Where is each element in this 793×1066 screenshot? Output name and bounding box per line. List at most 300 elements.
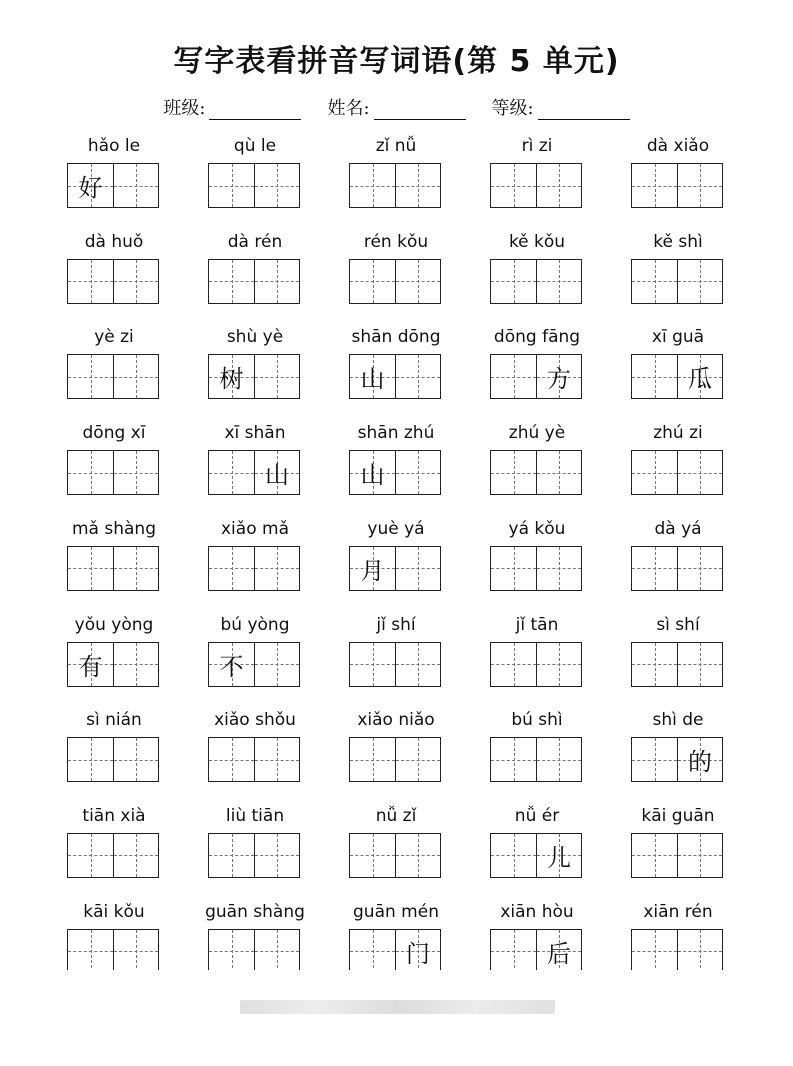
word-cell (618, 706, 738, 802)
tianzige-pair (208, 259, 300, 304)
word-cell (195, 706, 315, 802)
pinyin-label: zǐ nǚ (375, 136, 417, 156)
word-row (0, 706, 793, 802)
word-cell (195, 323, 315, 419)
hint-character (68, 738, 113, 781)
writing-box-second[interactable] (536, 834, 581, 877)
writing-box-second[interactable] (395, 930, 440, 970)
pinyin-label: xiān hòu (500, 901, 574, 922)
writing-box-first[interactable] (209, 547, 254, 590)
tianzige-pair (67, 833, 159, 878)
pinyin-label: xī shān (224, 423, 286, 444)
tianzige-pair (349, 259, 441, 304)
writing-box-second[interactable] (536, 547, 581, 590)
word-row (0, 419, 793, 515)
tianzige-pair (631, 259, 723, 304)
word-cell (54, 611, 174, 707)
writing-box-first[interactable] (68, 643, 113, 686)
pinyin-label: mǎ shàng (72, 518, 156, 539)
tianzige-pair (490, 642, 582, 687)
word-cell (477, 515, 597, 611)
writing-box-second[interactable] (113, 834, 158, 877)
hint-character (632, 260, 677, 303)
word-cell (54, 706, 174, 802)
hint-character: 的 (688, 748, 712, 777)
word-cell (336, 611, 456, 707)
word-cell (477, 802, 597, 898)
writing-box-second[interactable] (395, 547, 440, 590)
pinyin-label: zhú zi (653, 423, 703, 444)
tianzige-pair (208, 354, 300, 399)
word-cell (195, 515, 315, 611)
writing-box-first[interactable] (491, 164, 536, 207)
writing-box-second[interactable] (395, 164, 440, 207)
hint-character (350, 738, 395, 781)
writing-box-second[interactable] (536, 643, 581, 686)
hint-character (209, 164, 254, 207)
pinyin-label: rì zi (521, 136, 553, 156)
word-cell (618, 419, 738, 515)
writing-box-second[interactable] (395, 738, 440, 781)
tianzige-pair (67, 450, 159, 495)
writing-box-first[interactable] (491, 643, 536, 686)
hint-character (68, 451, 113, 494)
tianzige-pair (67, 737, 159, 782)
writing-box-first[interactable] (209, 643, 254, 686)
hint-character (632, 834, 677, 877)
writing-box-first[interactable] (209, 451, 254, 494)
pinyin-label: guān shàng (205, 901, 305, 922)
hint-character (491, 834, 536, 877)
word-row (0, 132, 793, 228)
writing-box-second[interactable] (395, 355, 440, 398)
writing-box-second[interactable] (536, 355, 581, 398)
word-cell (618, 802, 738, 898)
pinyin-label: hǎo le (87, 136, 141, 156)
writing-box-second[interactable] (254, 164, 299, 207)
writing-box-first[interactable] (350, 547, 395, 590)
tianzige-pair (490, 833, 582, 878)
writing-box-first[interactable] (491, 834, 536, 877)
writing-box-second[interactable] (536, 260, 581, 303)
writing-box-second[interactable] (536, 451, 581, 494)
writing-box-second[interactable] (677, 834, 722, 877)
pinyin-label: xiǎo shǒu (214, 710, 296, 731)
hint-character (396, 260, 440, 303)
writing-box-first[interactable] (350, 451, 395, 494)
word-cell (477, 419, 597, 515)
hint-character (114, 930, 158, 970)
tianzige-pair (67, 642, 159, 687)
hint-character (255, 738, 299, 781)
word-cell (54, 228, 174, 324)
writing-box-second[interactable] (254, 355, 299, 398)
tianzige-pair (208, 737, 300, 782)
writing-box-first[interactable] (491, 260, 536, 303)
writing-box-first[interactable] (350, 930, 395, 970)
writing-box-first[interactable] (632, 355, 677, 398)
pinyin-label: nǚ zǐ (375, 805, 417, 826)
writing-box-first[interactable] (632, 547, 677, 590)
writing-box-first[interactable] (209, 738, 254, 781)
hint-character (350, 930, 395, 970)
hint-character: 门 (406, 939, 430, 968)
writing-box-first[interactable] (350, 164, 395, 207)
hint-character: 好 (78, 174, 103, 202)
writing-box-first[interactable] (68, 547, 113, 590)
writing-box-second[interactable] (254, 260, 299, 303)
word-cell (54, 515, 174, 611)
writing-box-second[interactable] (395, 643, 440, 686)
writing-box-first[interactable] (350, 834, 395, 877)
writing-box-first[interactable] (632, 738, 677, 781)
tianzige-pair (490, 259, 582, 304)
tianzige-pair (631, 642, 723, 687)
writing-box-first[interactable] (209, 834, 254, 877)
tianzige-pair (631, 163, 723, 208)
hint-character (350, 834, 395, 877)
tianzige-pair (208, 929, 300, 970)
hint-character (678, 164, 722, 207)
pinyin-label: xiǎo niǎo (357, 710, 435, 731)
writing-box-first[interactable] (491, 355, 536, 398)
writing-box-second[interactable] (254, 451, 299, 494)
tianzige-pair (67, 259, 159, 304)
hint-character (678, 547, 722, 590)
writing-box-second[interactable] (254, 738, 299, 781)
writing-box-second[interactable] (395, 834, 440, 877)
pinyin-label: jǐ shí (376, 614, 416, 635)
pinyin-label: dōng fāng (493, 327, 581, 348)
writing-box-first[interactable] (68, 164, 113, 207)
word-cell (195, 228, 315, 324)
hint-character (68, 260, 113, 303)
blurred-footer (240, 1000, 555, 1014)
writing-box-first[interactable] (68, 260, 113, 303)
pinyin-label: dà huǒ (84, 231, 144, 252)
writing-box-first[interactable] (68, 451, 113, 494)
hint-character (491, 164, 536, 207)
tianzige-pair (208, 163, 300, 208)
tianzige-pair (208, 450, 300, 495)
hint-character (491, 260, 536, 303)
writing-box-second[interactable] (677, 451, 722, 494)
writing-box-second[interactable] (254, 834, 299, 877)
writing-box-first[interactable] (632, 643, 677, 686)
word-cell (477, 611, 597, 707)
hint-character (350, 260, 395, 303)
word-cell (618, 611, 738, 707)
hint-character: 山 (265, 461, 289, 490)
tianzige-pair (631, 737, 723, 782)
writing-box-second[interactable] (677, 738, 722, 781)
hint-character (114, 164, 158, 207)
pinyin-label: qù le (233, 136, 277, 156)
word-cell (336, 228, 456, 324)
writing-box-first[interactable] (209, 260, 254, 303)
word-cell (336, 515, 456, 611)
tianzige-pair (349, 833, 441, 878)
word-cell (336, 323, 456, 419)
word-cell (477, 323, 597, 419)
hint-character (396, 451, 440, 494)
hint-character (68, 355, 113, 398)
hint-character (678, 930, 722, 970)
hint-character (678, 451, 722, 494)
writing-box-second[interactable] (677, 547, 722, 590)
word-cell (618, 515, 738, 611)
writing-box-second[interactable] (113, 451, 158, 494)
hint-character (350, 164, 395, 207)
writing-box-first[interactable] (350, 643, 395, 686)
hint-character (209, 930, 254, 970)
writing-box-first[interactable] (632, 451, 677, 494)
grade-blank[interactable] (538, 101, 630, 120)
tianzige-pair (67, 546, 159, 591)
tianzige-pair (349, 929, 441, 970)
hint-character (68, 834, 113, 877)
writing-box-first[interactable] (632, 930, 677, 970)
word-cell (618, 898, 738, 970)
pinyin-label: kāi guān (641, 805, 715, 826)
writing-box-second[interactable] (254, 547, 299, 590)
pinyin-label: dà yá (654, 518, 702, 539)
writing-box-first[interactable] (350, 260, 395, 303)
hint-character (396, 547, 440, 590)
writing-box-second[interactable] (677, 643, 722, 686)
writing-box-first[interactable] (68, 834, 113, 877)
hint-character (114, 355, 158, 398)
hint-character (114, 260, 158, 303)
writing-box-first[interactable] (491, 930, 536, 970)
pinyin-label: bú yòng (220, 614, 290, 635)
hint-character (114, 738, 158, 781)
writing-box-first[interactable] (491, 451, 536, 494)
tianzige-pair (490, 163, 582, 208)
writing-box-first[interactable] (632, 834, 677, 877)
hint-character (537, 643, 581, 686)
grade-label: 等级: (491, 98, 534, 119)
hint-character (209, 834, 254, 877)
pinyin-label: zhú yè (508, 423, 566, 444)
writing-box-second[interactable] (113, 643, 158, 686)
writing-box-first[interactable] (491, 547, 536, 590)
hint-character (255, 643, 299, 686)
writing-box-first[interactable] (209, 930, 254, 970)
pinyin-label: yuè yá (367, 518, 425, 539)
hint-character (209, 547, 254, 590)
pinyin-label: rén kǒu (363, 231, 429, 252)
writing-box-second[interactable] (113, 164, 158, 207)
pinyin-label: shān zhú (357, 423, 435, 444)
hint-character (491, 547, 536, 590)
writing-box-first[interactable] (68, 355, 113, 398)
writing-box-second[interactable] (677, 164, 722, 207)
hint-character (255, 834, 299, 877)
writing-box-second[interactable] (254, 930, 299, 970)
tianzige-pair (349, 737, 441, 782)
writing-box-second[interactable] (113, 355, 158, 398)
writing-box-first[interactable] (632, 164, 677, 207)
tianzige-pair (631, 833, 723, 878)
writing-box-first[interactable] (68, 930, 113, 970)
pinyin-label: dōng xī (82, 423, 146, 444)
pinyin-label: kě shì (653, 231, 703, 252)
word-cell (618, 228, 738, 324)
hint-character (114, 834, 158, 877)
pinyin-label: liù tiān (225, 805, 285, 826)
tianzige-pair (490, 354, 582, 399)
hint-character: 有 (78, 652, 103, 681)
word-cell (195, 611, 315, 707)
name-label: 姓名: (327, 98, 370, 119)
hint-character (396, 355, 440, 398)
class-label: 班级: (163, 98, 206, 119)
tianzige-pair (349, 642, 441, 687)
hint-character (537, 738, 581, 781)
hint-character (209, 451, 254, 494)
hint-character: 不 (219, 652, 244, 681)
word-row (0, 611, 793, 707)
hint-character (209, 260, 254, 303)
hint-character (255, 930, 299, 970)
hint-character (491, 930, 536, 970)
name-field[interactable] (327, 94, 465, 120)
word-cell (336, 898, 456, 970)
hint-character (350, 643, 395, 686)
word-row (0, 228, 793, 324)
hint-character (255, 260, 299, 303)
pinyin-label: xiān rén (643, 901, 713, 922)
hint-character (678, 834, 722, 877)
word-cell (54, 898, 174, 970)
word-cell (477, 706, 597, 802)
pinyin-label: nǚ ér (514, 805, 560, 826)
word-cell (195, 898, 315, 970)
tianzige-pair (349, 450, 441, 495)
pinyin-label: yè zi (94, 327, 134, 348)
word-row (0, 802, 793, 898)
word-cell (54, 802, 174, 898)
writing-box-first[interactable] (350, 355, 395, 398)
writing-box-second[interactable] (113, 930, 158, 970)
tianzige-pair (208, 546, 300, 591)
pinyin-label: xī guā (651, 327, 705, 348)
tianzige-pair (490, 546, 582, 591)
hint-character (632, 738, 677, 781)
tianzige-pair (208, 642, 300, 687)
pinyin-label: guān mén (353, 901, 439, 922)
hint-character (491, 738, 536, 781)
writing-box-second[interactable] (395, 260, 440, 303)
writing-grid (0, 132, 793, 970)
page-title: 写字表看拼音写词语(第 5 单元) (173, 44, 620, 79)
writing-box-first[interactable] (632, 260, 677, 303)
hint-character (255, 547, 299, 590)
pinyin-label: dà xiǎo (646, 136, 710, 156)
pinyin-label: jǐ tān (515, 614, 559, 635)
hint-character (632, 930, 677, 970)
hint-character (632, 643, 677, 686)
hint-character: 山 (360, 365, 385, 394)
word-row (0, 898, 793, 970)
class-blank[interactable] (209, 101, 301, 120)
writing-box-second[interactable] (536, 164, 581, 207)
writing-box-first[interactable] (209, 355, 254, 398)
writing-box-first[interactable] (68, 738, 113, 781)
grade-field[interactable] (492, 94, 630, 120)
hint-character (68, 547, 113, 590)
writing-box-second[interactable] (536, 738, 581, 781)
hint-character (396, 834, 440, 877)
writing-box-first[interactable] (209, 164, 254, 207)
tianzige-pair (631, 929, 723, 970)
pinyin-label: bú shì (511, 710, 563, 731)
writing-box-second[interactable] (113, 260, 158, 303)
hint-character (491, 451, 536, 494)
pinyin-label: sì nián (86, 710, 142, 731)
word-row (0, 515, 793, 611)
tianzige-pair (67, 354, 159, 399)
pinyin-label: tiān xià (82, 805, 146, 826)
tianzige-pair (67, 929, 159, 970)
hint-character (537, 547, 581, 590)
hint-character: 山 (360, 461, 385, 490)
word-cell (195, 419, 315, 515)
tianzige-pair (490, 929, 582, 970)
tianzige-pair (631, 450, 723, 495)
writing-box-second[interactable] (395, 451, 440, 494)
writing-box-first[interactable] (350, 738, 395, 781)
tianzige-pair (349, 163, 441, 208)
writing-box-second[interactable] (677, 930, 722, 970)
hint-character (632, 164, 677, 207)
hint-character (491, 643, 536, 686)
hint-character (537, 164, 581, 207)
hint-character (537, 260, 581, 303)
hint-character (114, 643, 158, 686)
class-field[interactable] (163, 94, 301, 120)
hint-character: 树 (219, 365, 244, 394)
hint-character (396, 643, 440, 686)
writing-box-first[interactable] (491, 738, 536, 781)
writing-box-second[interactable] (677, 355, 722, 398)
tianzige-pair (67, 163, 159, 208)
word-cell (54, 419, 174, 515)
pinyin-label: shù yè (226, 327, 284, 348)
writing-box-second[interactable] (677, 260, 722, 303)
tianzige-pair (631, 354, 723, 399)
hint-character (632, 547, 677, 590)
hint-character (632, 451, 677, 494)
pinyin-label: dà rén (227, 231, 283, 252)
hint-character (255, 355, 299, 398)
writing-box-second[interactable] (113, 547, 158, 590)
writing-box-second[interactable] (254, 643, 299, 686)
name-blank[interactable] (374, 101, 466, 120)
hint-character (68, 930, 113, 970)
word-cell (336, 419, 456, 515)
tianzige-pair (631, 546, 723, 591)
hint-character (209, 738, 254, 781)
pinyin-label: yá kǒu (508, 518, 566, 539)
writing-box-second[interactable] (113, 738, 158, 781)
tianzige-pair (349, 354, 441, 399)
tianzige-pair (208, 833, 300, 878)
writing-box-second[interactable] (536, 930, 581, 970)
hint-character: 儿 (547, 843, 571, 872)
pinyin-label: kāi kǒu (83, 901, 145, 922)
